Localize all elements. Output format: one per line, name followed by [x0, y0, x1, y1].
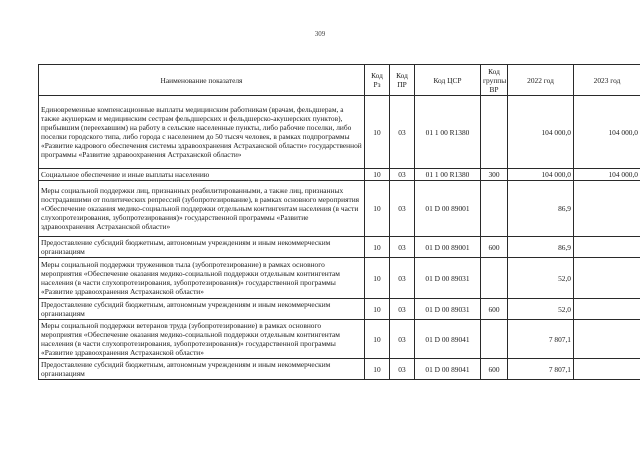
cell-csr: 01 D 00 89001: [415, 181, 481, 237]
cell-rz: 10: [365, 320, 390, 359]
cell-vr: [481, 258, 508, 299]
cell-name: Единовременные компенсационные выплаты медицинским работникам (врачам, фельдшерам, а также акушеркам и медицинским сестрам фельдшерских и фельдшерско-акушерских пунктов), прибывшим (переехавшим) на работу в сельские населенные пункты, либо рабочие поселки, либо поселки городского типа, либо города с населением до 50 тысяч человек, в рамках подпрограммы «Развитие кадрового обеспечения системы здравоохранения Астраханской области» государственной программы «Развитие здравоохранения Астраханской области»: [39, 96, 365, 169]
cell-pr: 03: [390, 320, 415, 359]
cell-name: Меры социальной поддержки ветеранов труда (зубопротезирование) в рамках основного мероприятия «Обеспечение оказания медико-социальной поддержки отдельным контингентам населения (в части слухопротезирования, зубопротезирования)» государственной программы «Развитие здравоохранения Астраханской области»: [39, 320, 365, 359]
page-number: 309: [314, 30, 326, 38]
table-row: [39, 237, 640, 258]
header-vr: Код группы ВР: [481, 65, 508, 96]
header-row: [39, 65, 640, 96]
cell-2022: 104 000,0: [508, 169, 574, 181]
cell-csr: 01 D 00 89001: [415, 237, 481, 258]
cell-2023: 104 000,0: [574, 169, 640, 181]
cell-2022: 7 807,1: [508, 320, 574, 359]
cell-name: Предоставление субсидий бюджетным, автономным учреждениям и иным некоммерческим организациям: [39, 237, 365, 258]
cell-csr: 01 D 00 89041: [415, 359, 481, 380]
cell-pr: 03: [390, 258, 415, 299]
cell-2023: 104 000,0: [574, 96, 640, 169]
cell-name: Предоставление субсидий бюджетным, автономным учреждениям и иным некоммерческим организациям: [39, 359, 365, 380]
cell-vr: 600: [481, 299, 508, 320]
cell-rz: 10: [365, 169, 390, 181]
table-row: [39, 320, 640, 359]
cell-2022: 86,9: [508, 181, 574, 237]
cell-vr: 600: [481, 237, 508, 258]
cell-pr: 03: [390, 181, 415, 237]
cell-rz: 10: [365, 181, 390, 237]
cell-2022: 86,9: [508, 237, 574, 258]
header-2022: 2022 год: [508, 65, 574, 96]
cell-2023: [574, 299, 640, 320]
cell-vr: [481, 320, 508, 359]
table-row: [39, 299, 640, 320]
cell-2022: 52,0: [508, 258, 574, 299]
cell-pr: 03: [390, 169, 415, 181]
cell-rz: 10: [365, 96, 390, 169]
cell-2023: [574, 320, 640, 359]
cell-rz: 10: [365, 258, 390, 299]
cell-2022: 52,0: [508, 299, 574, 320]
header-rz: Код Рз: [365, 65, 390, 96]
cell-csr: 01 D 00 89041: [415, 320, 481, 359]
cell-name: Меры социальной поддержки тружеников тыла (зубопротезирование) в рамках основного мероприятия «Обеспечение оказания медико-социальной поддержки отдельным контингентам населения (в части слухопротезирования, зубопротезирования)» государственной программы «Развитие здравоохранения Астраханской области»: [39, 258, 365, 299]
cell-pr: 03: [390, 299, 415, 320]
cell-2023: [574, 181, 640, 237]
cell-rz: 10: [365, 359, 390, 380]
table-row: [39, 359, 640, 380]
header-2023: 2023 год: [574, 65, 640, 96]
header-name: Наименование показателя: [39, 65, 365, 96]
cell-pr: 03: [390, 359, 415, 380]
cell-2022: 7 807,1: [508, 359, 574, 380]
table-row: [39, 181, 640, 237]
cell-2023: [574, 359, 640, 380]
cell-vr: 300: [481, 169, 508, 181]
cell-name: Меры социальной поддержки лиц, признанных реабилитированными, а также лиц, признанных пострадавшими от политических репрессий (зубопротезирование), в рамках основного мероприятия «Обеспечение оказания медико-социальной поддержки отдельным контингентам населения (в части слухопротезирования, зубопротезирования)» государственной программы «Развитие здравоохранения Астраханской области»: [39, 181, 365, 237]
cell-csr: 01 D 00 89031: [415, 299, 481, 320]
cell-2023: [574, 237, 640, 258]
header-csr: Код ЦСР: [415, 65, 481, 96]
table-row: [39, 258, 640, 299]
cell-name: Предоставление субсидий бюджетным, автономным учреждениям и иным некоммерческим организациям: [39, 299, 365, 320]
cell-pr: 03: [390, 237, 415, 258]
cell-vr: [481, 96, 508, 169]
cell-rz: 10: [365, 237, 390, 258]
cell-csr: 01 1 00 R1380: [415, 96, 481, 169]
table-row: [39, 96, 640, 169]
cell-pr: 03: [390, 96, 415, 169]
cell-2022: 104 000,0: [508, 96, 574, 169]
cell-vr: 600: [481, 359, 508, 380]
cell-vr: [481, 181, 508, 237]
table-row: [39, 169, 640, 181]
cell-csr: 01 1 00 R1380: [415, 169, 481, 181]
budget-table: [38, 64, 640, 380]
cell-name: Социальное обеспечение и иные выплаты населению: [39, 169, 365, 181]
cell-rz: 10: [365, 299, 390, 320]
cell-csr: 01 D 00 89031: [415, 258, 481, 299]
header-pr: Код ПР: [390, 65, 415, 96]
cell-2023: [574, 258, 640, 299]
